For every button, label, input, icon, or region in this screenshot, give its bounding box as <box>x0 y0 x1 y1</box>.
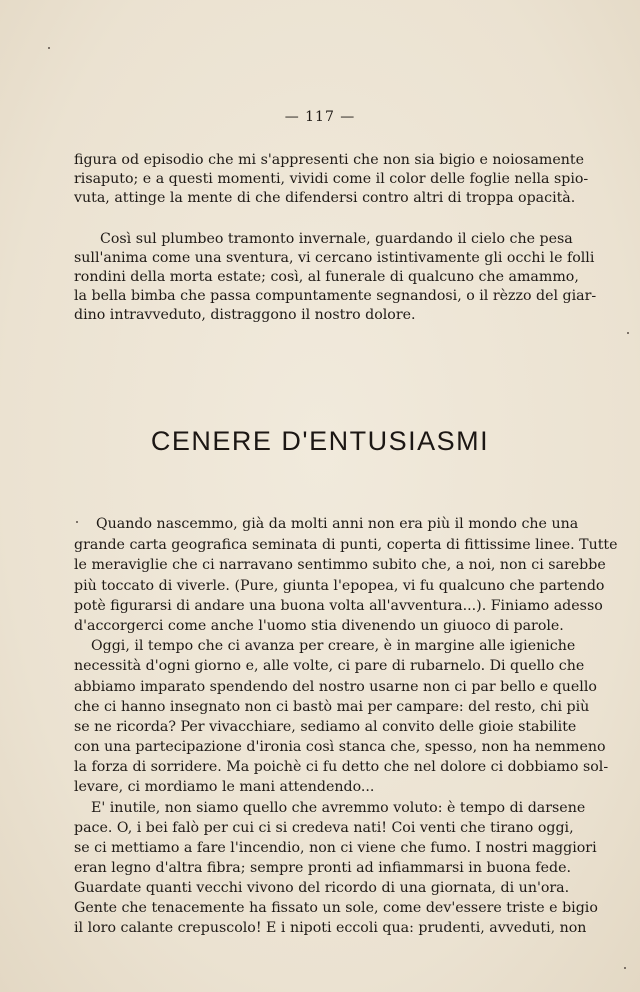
text-line: potè figurarsi di andare una buona volta all'avventura...). Finiamo adesso <box>74 598 603 614</box>
text-line: risaputo; e a questi momenti, vividi come il color delle foglie nella spio- <box>74 171 589 187</box>
text-line: E' inutile, non siamo quello che avremmo voluto: è tempo di darsene <box>91 800 586 816</box>
text-line: abbiamo imparato spendendo del nostro usarne non ci par bello e quello <box>74 679 597 695</box>
text-line: rondini della morta estate; così, al funerale di qualcuno che amammo, <box>74 269 579 285</box>
text-line: sull'anima come una sventura, vi cercano istintivamente gli occhi le folli <box>74 250 595 266</box>
text-line: necessità d'ogni giorno e, alle volte, ci pare di rubarnelo. Di quello che <box>74 658 585 674</box>
text-line: se ne ricorda? Per vivacchiare, sediamo al convito delle gioie stabilite <box>74 719 577 735</box>
paper-speck <box>627 332 629 334</box>
text-line: Quando nascemmo, già da molti anni non era più il mondo che una <box>96 516 579 532</box>
paper-speck <box>48 47 50 49</box>
chapter-title: CENERE D'ENTUSIASMI <box>150 426 490 456</box>
text-line: se ci mettiamo a fare l'incendio, non ci viene che fumo. I nostri maggiori <box>74 840 597 856</box>
text-line: che ci hanno insegnato non ci bastò mai per campare: del resto, chi più <box>74 699 590 715</box>
text-line: la bella bimba che passa compuntamente segnandosi, o il rèzzo del giar- <box>74 288 597 304</box>
text-line: d'accorgerci come anche l'uomo stia divenendo un giuoco di parole. <box>74 618 564 634</box>
text-line: eran legno d'altra fibra; sempre pronti ad infiammarsi in buona fede. <box>74 860 571 876</box>
paper-speck <box>624 967 626 969</box>
text-line: pace. O, i bei falò per cui ci si credeva nati! Coi venti che tirano oggi, <box>74 820 574 836</box>
text-line: Guardate quanti vecchi vivono del ricordo di una giornata, di un'ora. <box>74 880 570 896</box>
text-line: vuta, attinge la mente di che difendersi contro altri di troppa opacità. <box>74 190 576 206</box>
text-line: levare, ci mordiamo le mani attendendo... <box>74 779 375 795</box>
text-line: grande carta geografica seminata di punti, coperta di fittissime linee. Tutte <box>74 537 618 553</box>
text-line: più toccato di viverle. (Pure, giunta l'epopea, vi fu qualcuno che partendo <box>74 578 605 594</box>
text-line: figura od episodio che mi s'appresenti che non sia bigio e noiosamente <box>74 152 584 168</box>
text-line: la forza di sorridere. Ma poichè ci fu detto che nel dolore ci dobbiamo sol- <box>74 759 609 775</box>
text-line: il loro calante crepuscolo! E i nipoti eccoli qua: prudenti, avveduti, non <box>74 920 587 936</box>
page-number: — 117 — <box>284 109 356 125</box>
text-line: dino intravveduto, distraggono il nostro dolore. <box>74 307 416 323</box>
text-line: Gente che tenacemente ha fissato un sole, come dev'essere triste e bigio <box>74 900 598 916</box>
text-line: con una partecipazione d'ironia così stanca che, spesso, non ha nemmeno <box>74 739 606 755</box>
paper-speck <box>76 521 78 523</box>
text-line: Così sul plumbeo tramonto invernale, guardando il cielo che pesa <box>100 231 573 247</box>
text-line: le meraviglie che ci narravano sentimmo subito che, a noi, non ci sarebbe <box>74 557 606 573</box>
text-line: Oggi, il tempo che ci avanza per creare, è in margine alle igieniche <box>91 638 576 654</box>
